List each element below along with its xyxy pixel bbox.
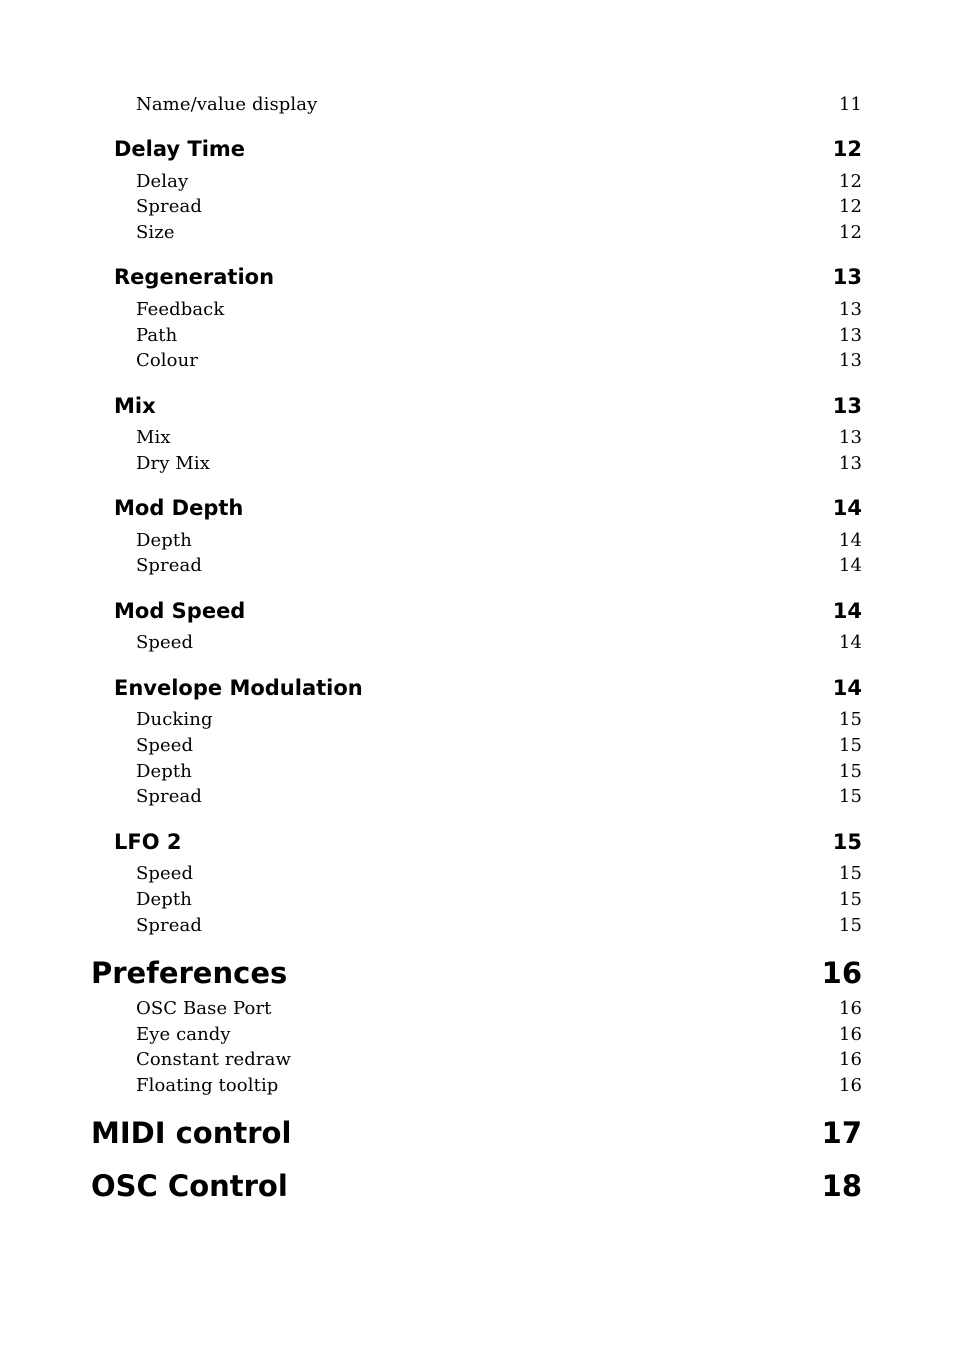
toc-entry-title: Spread — [136, 196, 202, 217]
toc-entry-title: Dry Mix — [136, 453, 210, 474]
toc-entry-title: Depth — [136, 530, 192, 551]
toc-entry-title: Envelope Modulation — [114, 676, 363, 700]
toc-entry-title: Spread — [136, 915, 202, 936]
toc-entry-title: Colour — [136, 350, 199, 371]
toc-entry-page-number: 15 — [832, 830, 862, 854]
toc-entry-subsection[interactable] — [136, 451, 862, 477]
toc-entry-title: Mix — [114, 394, 156, 418]
toc-entry-subsection[interactable] — [136, 425, 862, 451]
toc-entry-subsection[interactable] — [136, 348, 862, 374]
toc-entry-title: Depth — [136, 889, 192, 910]
toc-entry-page-number: 11 — [838, 94, 862, 115]
toc-entry-title: Speed — [136, 632, 194, 653]
toc-entry-title: Floating tooltip — [136, 1075, 279, 1096]
toc-entry-page-number: 15 — [838, 786, 862, 807]
toc-entry-title: Speed — [136, 863, 194, 884]
toc-entry-page-number: 15 — [838, 863, 862, 884]
toc-entry-title: Path — [136, 325, 178, 346]
toc-entry-title: OSC Base Port — [136, 998, 272, 1019]
toc-entry-page-number: 15 — [838, 709, 862, 730]
toc-entry-title: Depth — [136, 761, 192, 782]
toc-entry-title: Spread — [136, 786, 202, 807]
toc-entry-subsection[interactable] — [136, 733, 862, 759]
toc-entry-page-number: 13 — [838, 325, 862, 346]
toc-entry-title: Mix — [136, 427, 171, 448]
toc-entry-page-number: 14 — [838, 555, 862, 576]
toc-entry-title: Constant redraw — [136, 1049, 291, 1070]
toc-entry-title: Ducking — [136, 709, 213, 730]
toc-entry-section[interactable] — [114, 827, 862, 857]
toc-entry-title: Eye candy — [136, 1024, 231, 1045]
toc-entry-section[interactable] — [114, 262, 862, 292]
toc-entry-page-number: 16 — [838, 998, 862, 1019]
toc-entry-page-number: 15 — [838, 915, 862, 936]
toc-entry-subsection[interactable] — [136, 996, 862, 1022]
toc-entry-page-number: 15 — [838, 889, 862, 910]
toc-entry-page-number: 13 — [832, 394, 862, 418]
toc-entry-page-number: 13 — [838, 427, 862, 448]
toc-entry-subsection[interactable] — [136, 1022, 862, 1048]
toc-entry-subsection[interactable] — [136, 1047, 862, 1073]
toc-entry-subsection[interactable] — [136, 323, 862, 349]
toc-entry-section[interactable] — [114, 596, 862, 626]
toc-entry-section[interactable] — [114, 134, 862, 164]
toc-entry-title: LFO 2 — [114, 830, 182, 854]
toc-entry-title: OSC Control — [91, 1169, 288, 1203]
toc-entry-section[interactable] — [114, 493, 862, 523]
toc-entry-title: Speed — [136, 735, 194, 756]
toc-entry-page-number: 16 — [838, 1049, 862, 1070]
toc-entry-page-number: 12 — [838, 222, 862, 243]
toc-entry-title: Spread — [136, 555, 202, 576]
toc-entry-title: Size — [136, 222, 175, 243]
toc-entry-title: Preferences — [91, 956, 288, 990]
toc-entry-subsection[interactable] — [136, 297, 862, 323]
toc-entry-title: Mod Depth — [114, 496, 244, 520]
toc-entry-subsection[interactable] — [136, 1073, 862, 1099]
toc-entry-page-number: 14 — [838, 632, 862, 653]
toc-entry-subsection[interactable] — [136, 784, 862, 810]
toc-entry-chapter[interactable] — [91, 1166, 862, 1206]
toc-entry-title: Regeneration — [114, 265, 275, 289]
toc-entry-page-number: 14 — [832, 599, 862, 623]
toc-entry-subsection[interactable] — [136, 759, 862, 785]
toc-entry-subsection[interactable] — [136, 92, 862, 118]
toc-entry-subsection[interactable] — [136, 553, 862, 579]
toc-entry-subsection[interactable] — [136, 887, 862, 913]
toc-entry-section[interactable] — [114, 673, 862, 703]
toc-entry-page-number: 16 — [838, 1075, 862, 1096]
toc-entry-title: MIDI control — [91, 1116, 292, 1150]
toc-entry-page-number: 13 — [832, 265, 862, 289]
toc-entry-page-number: 14 — [838, 530, 862, 551]
toc-entry-page-number: 16 — [821, 956, 862, 990]
toc-entry-page-number: 13 — [838, 350, 862, 371]
toc-entry-subsection[interactable] — [136, 707, 862, 733]
toc-entry-section[interactable] — [114, 391, 862, 421]
toc-entry-page-number: 18 — [821, 1169, 862, 1203]
toc-entry-page-number: 14 — [832, 676, 862, 700]
toc-entry-subsection[interactable] — [136, 194, 862, 220]
toc-entry-page-number: 16 — [838, 1024, 862, 1045]
toc-entry-title: Delay — [136, 171, 189, 192]
toc-entry-page-number: 14 — [832, 496, 862, 520]
toc-entry-page-number: 13 — [838, 453, 862, 474]
toc-entry-page-number: 17 — [821, 1116, 862, 1150]
toc-entry-subsection[interactable] — [136, 913, 862, 939]
toc-entry-page-number: 12 — [838, 196, 862, 217]
toc-entry-title: Delay Time — [114, 137, 246, 161]
toc-entry-subsection[interactable] — [136, 169, 862, 195]
toc-entry-subsection[interactable] — [136, 220, 862, 246]
toc-entry-title: Mod Speed — [114, 599, 246, 623]
toc-entry-page-number: 12 — [838, 171, 862, 192]
toc-entry-page-number: 13 — [838, 299, 862, 320]
toc-entry-title: Feedback — [136, 299, 225, 320]
toc-entry-subsection[interactable] — [136, 528, 862, 554]
toc-entry-chapter[interactable] — [91, 1113, 862, 1153]
toc-entry-title: Name/value display — [136, 94, 318, 115]
toc-entry-subsection[interactable] — [136, 630, 862, 656]
toc-entry-page-number: 12 — [832, 137, 862, 161]
toc-entry-page-number: 15 — [838, 735, 862, 756]
toc-entry-page-number: 15 — [838, 761, 862, 782]
toc-entry-subsection[interactable] — [136, 861, 862, 887]
toc-entry-chapter[interactable] — [91, 953, 862, 993]
